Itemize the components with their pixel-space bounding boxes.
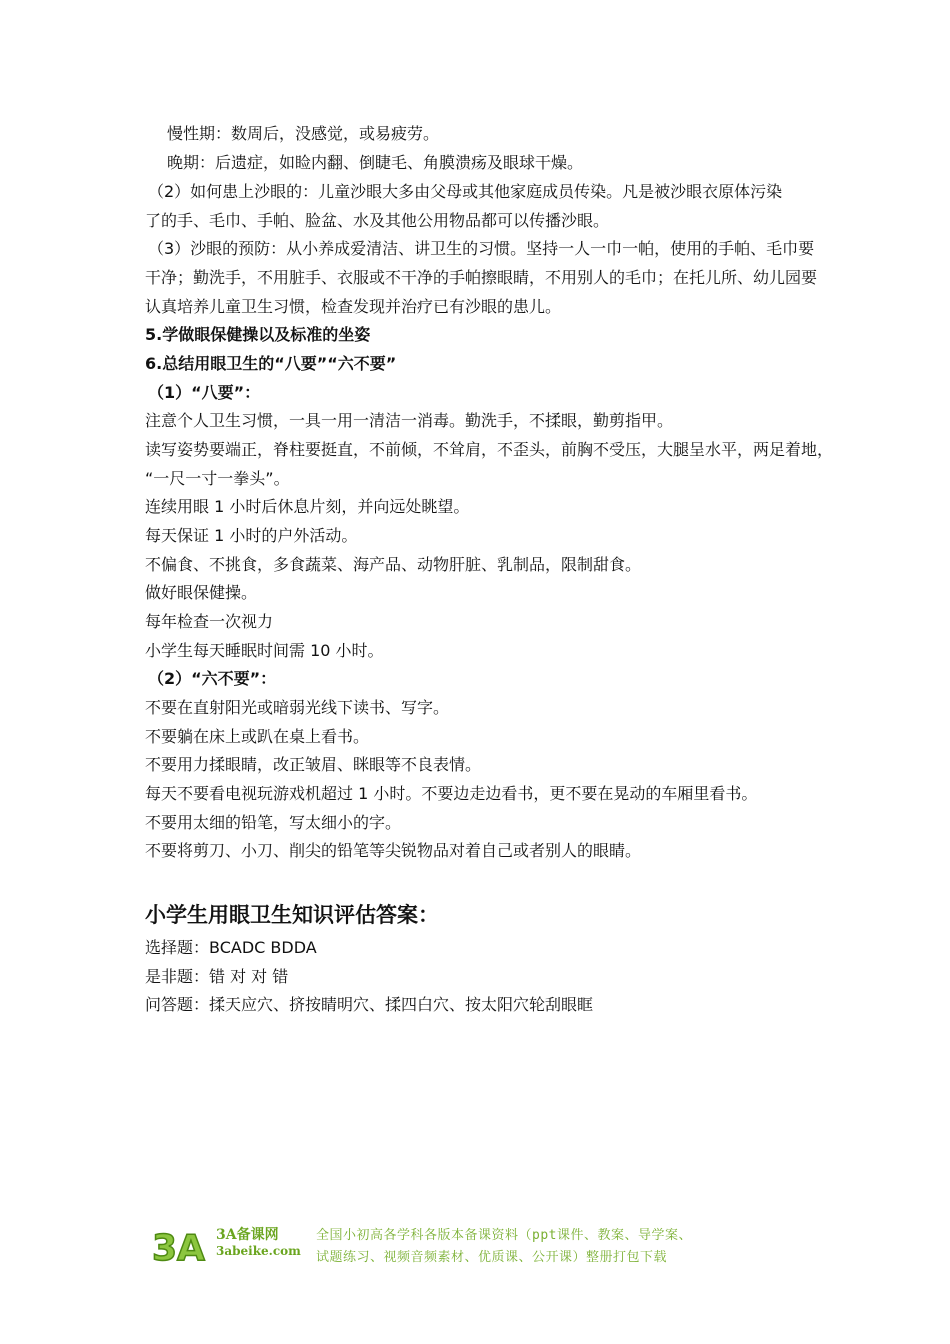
list-item: 不要用力揉眼睛，改正皱眉、眯眼等不良表情。 <box>145 755 482 774</box>
answer-line: 问答题：揉天应穴、挤按睛明穴、揉四白穴、按太阳穴轮刮眼眶 <box>145 995 594 1014</box>
site-logo-icon <box>150 1224 210 1266</box>
list-item: 不要用太细的铅笔，写太细小的字。 <box>145 813 402 832</box>
text-line: 干净；勤洗手，不用脏手、衣服或不干净的手帕擦眼睛，不用别人的毛巾；在托儿所、幼儿园要 <box>145 268 818 287</box>
section-heading: 5.学做眼保健操以及标准的坐姿 <box>145 325 371 344</box>
logo-url: 3abeike.com <box>216 1244 301 1258</box>
text-line: 认真培养儿童卫生习惯，检查发现并治疗已有沙眼的患儿。 <box>145 297 562 316</box>
list-item: 小学生每天睡眠时间需 10 小时。 <box>145 641 384 660</box>
list-item: “一尺一寸一拳头”。 <box>145 469 290 488</box>
list-item: 每天保证 1 小时的户外活动。 <box>145 526 358 545</box>
footer-banner <box>150 1222 830 1272</box>
subsection-heading: （2）“六不要”： <box>148 669 277 688</box>
list-item: 每年检查一次视力 <box>145 612 274 631</box>
ad-text-line: 全国小初高各学科各版本备课资料（ppt课件、教案、导学案、 <box>316 1228 692 1243</box>
text-line: 慢性期：数周后，没感觉，或易疲劳。 <box>167 124 440 143</box>
list-item: 读写姿势要端正，脊柱要挺直，不前倾，不耸肩，不歪头，前胸不受压，大腿呈水平，两足着地， <box>145 440 834 459</box>
list-item: 不偏食、不挑食，多食蔬菜、海产品、动物肝脏、乳制品，限制甜食。 <box>145 555 642 574</box>
text-line: （2）如何患上沙眼的：儿童沙眼大多由父母或其他家庭成员传染。凡是被沙眼衣原体污染 <box>148 182 783 201</box>
list-item: 不要躺在床上或趴在桌上看书。 <box>145 727 370 746</box>
answer-line: 选择题：BCADC BDDA <box>145 938 317 957</box>
ad-text-line: 试题练习、视频音频素材、优质课、公开课）整册打包下载 <box>316 1250 668 1265</box>
list-item: 注意个人卫生习惯，一具一用一清洁一消毒。勤洗手，不揉眼，勤剪指甲。 <box>145 411 674 430</box>
list-item: 连续用眼 1 小时后休息片刻，并向远处眺望。 <box>145 497 470 516</box>
section-heading: 6.总结用眼卫生的“八要”“六不要” <box>145 354 397 373</box>
subsection-heading: （1）“八要”： <box>148 383 261 402</box>
text-line: （3）沙眼的预防：从小养成爱清洁、讲卫生的习惯。坚持一人一巾一帕，使用的手帕、毛巾要 <box>148 239 815 258</box>
list-item: 做好眼保健操。 <box>145 583 258 602</box>
answers-title: 小学生用眼卫生知识评估答案： <box>145 903 439 927</box>
list-item: 不要在直射阳光或暗弱光线下读书、写字。 <box>145 698 450 717</box>
list-item: 每天不要看电视玩游戏机超过 1 小时。不要边走边看书，更不要在晃动的车厢里看书。 <box>145 784 758 803</box>
logo-name: 3A备课网 <box>216 1227 279 1243</box>
answer-line: 是非题：错 对 对 错 <box>145 967 289 986</box>
logo-mark: 3A <box>152 1228 205 1266</box>
text-line: 了的手、毛巾、手帕、脸盆、水及其他公用物品都可以传播沙眼。 <box>145 211 610 230</box>
text-line: 晚期：后遗症，如睑内翻、倒睫毛、角膜溃疡及眼球干燥。 <box>167 153 584 172</box>
list-item: 不要将剪刀、小刀、削尖的铅笔等尖锐物品对着自己或者别人的眼睛。 <box>145 841 642 860</box>
